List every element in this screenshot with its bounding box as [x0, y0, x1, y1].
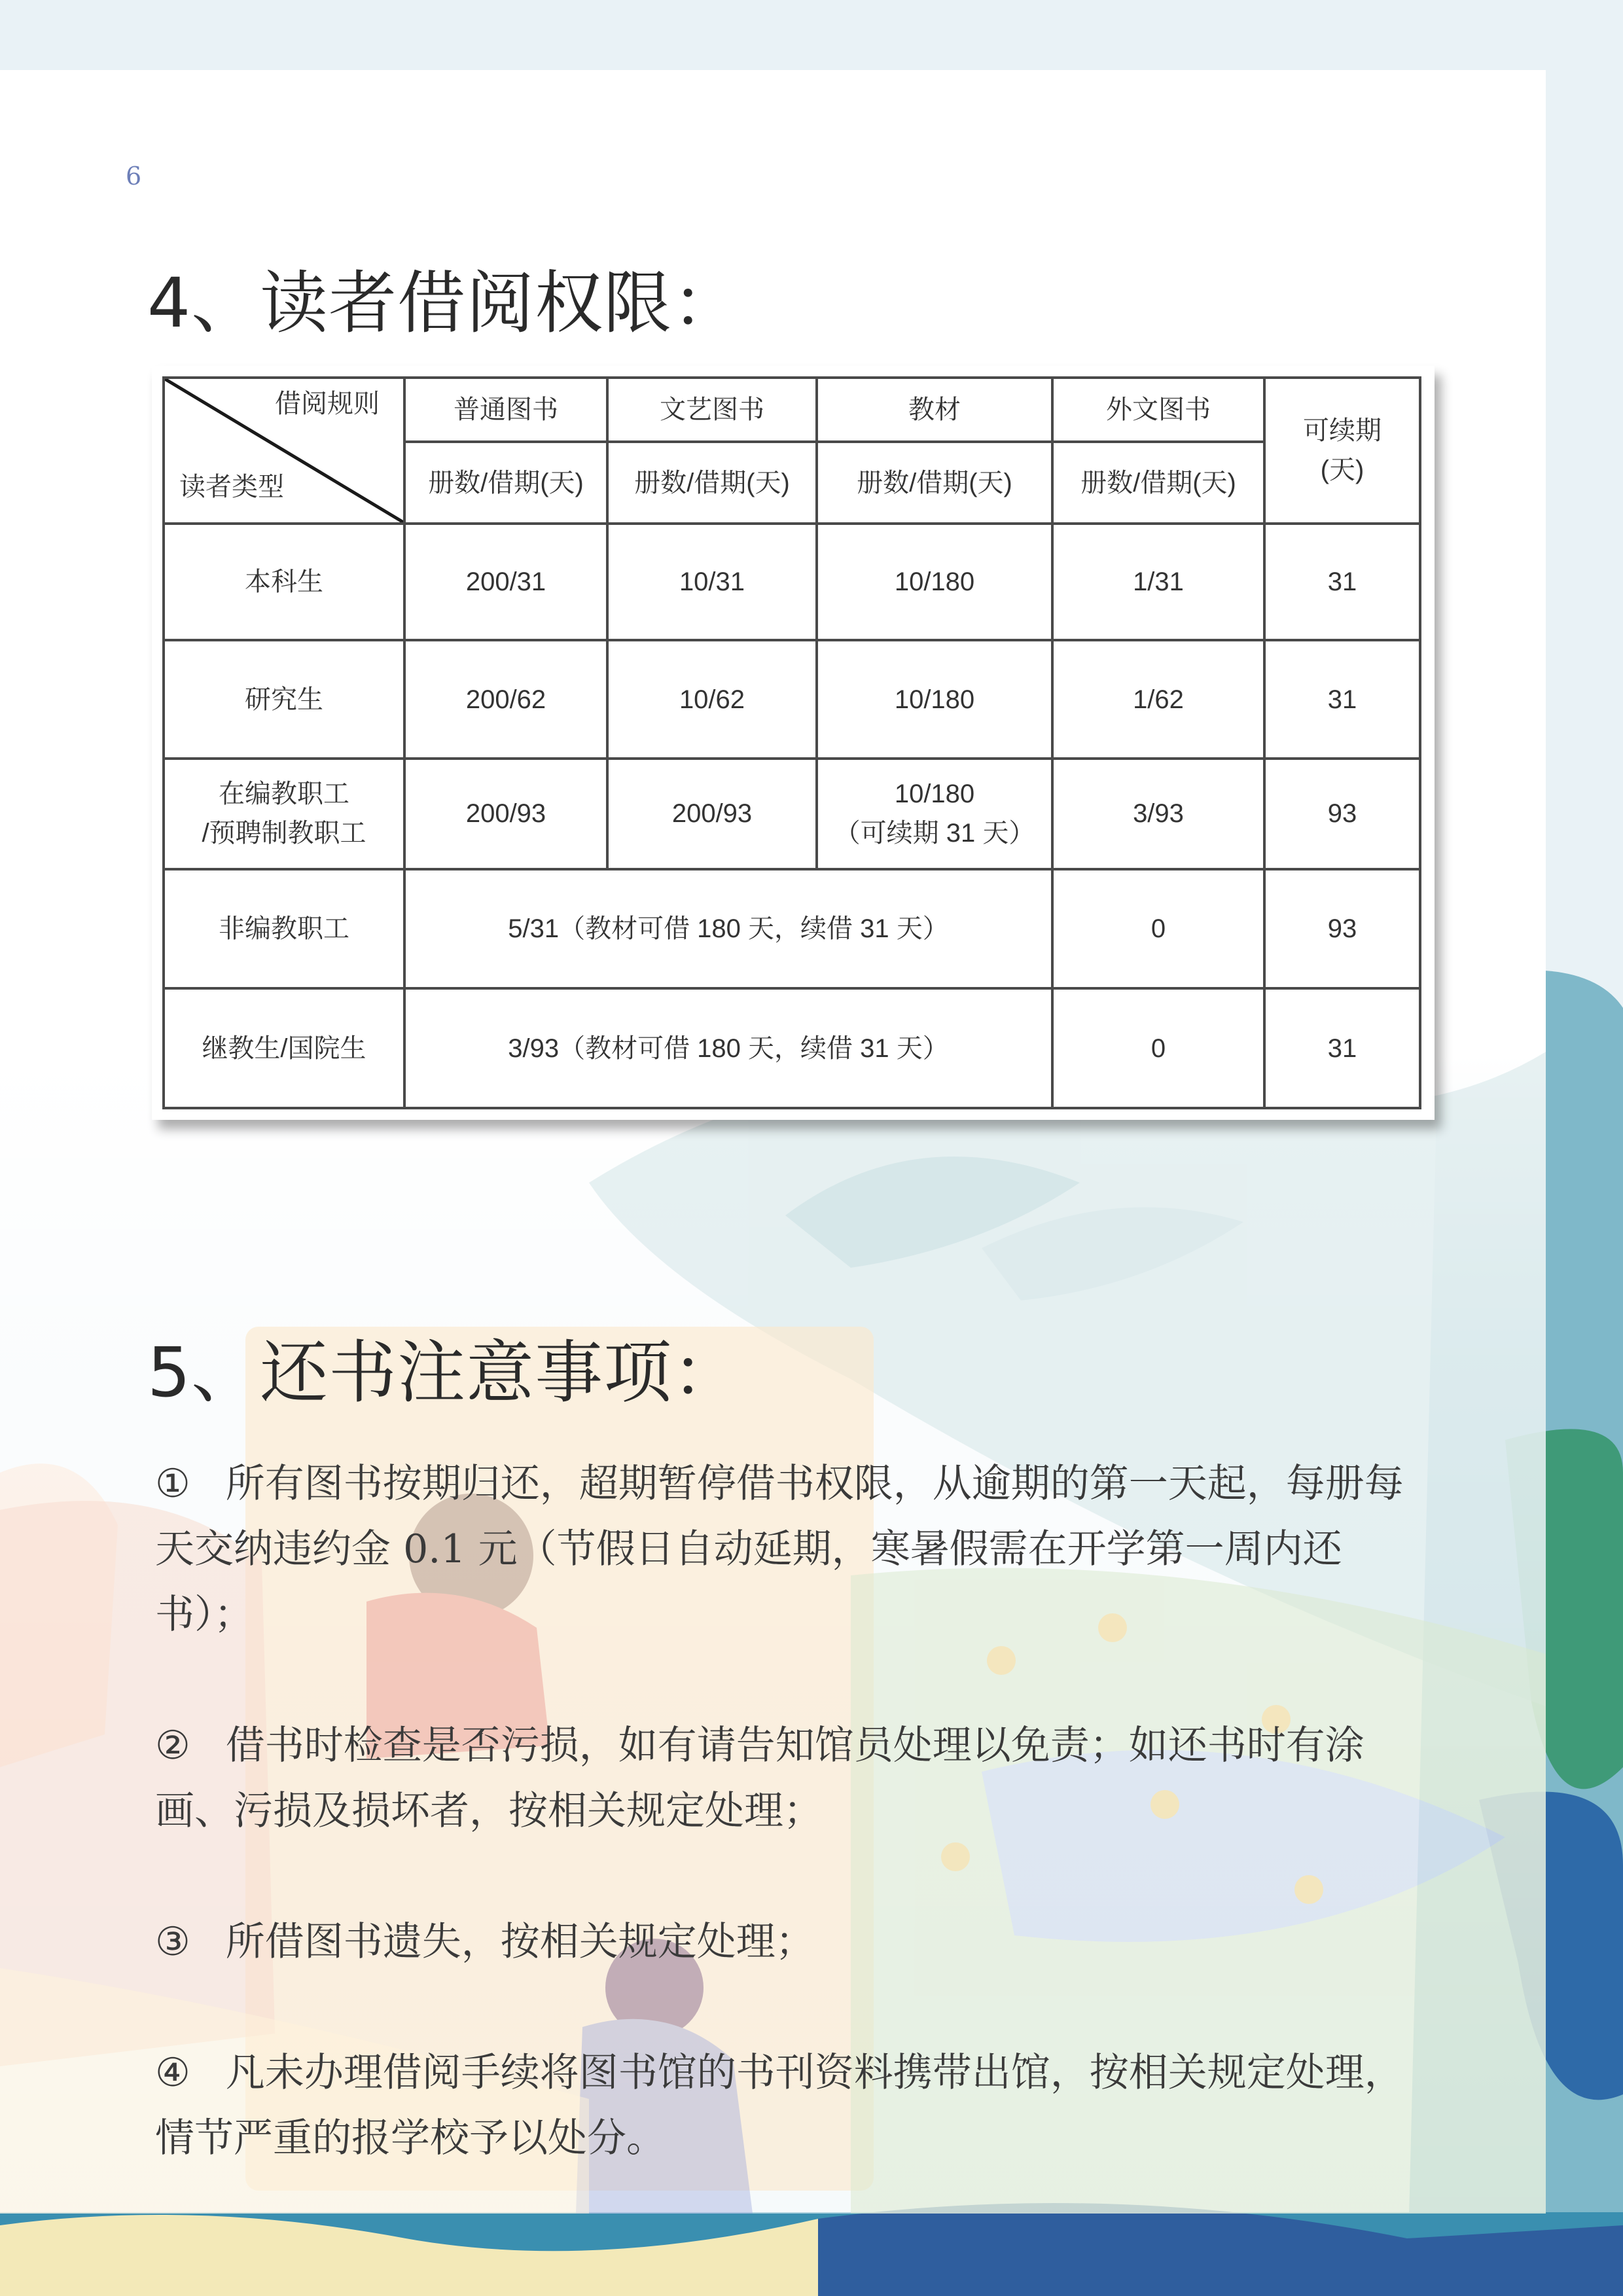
table-row: [164, 640, 1420, 759]
header-category: 教材: [817, 378, 1052, 442]
header-renew-period: [1264, 378, 1420, 524]
merged-cell: 3/93（教材可借 180 天，续借 31 天）: [404, 988, 1052, 1108]
header-renew-line: (天): [1320, 456, 1364, 485]
table-row: [164, 524, 1420, 641]
table-row: [164, 759, 1420, 869]
textbook-line: 10/180: [894, 780, 975, 809]
corner-label-rules: 借阅规则: [275, 389, 380, 418]
table-cell: 0: [1052, 869, 1264, 989]
table-cell: 1/31: [1052, 524, 1264, 641]
reader-type-cell: 继教生/国院生: [164, 988, 404, 1108]
table-cell: 31: [1264, 640, 1420, 759]
reader-type-cell: 本科生: [164, 524, 404, 641]
return-notes-list: [155, 1451, 1425, 2236]
table-cell: 31: [1264, 988, 1420, 1108]
header-unit: 册数/借期(天): [404, 442, 607, 523]
reader-type-cell: 研究生: [164, 640, 404, 759]
table-cell: 200/93: [607, 759, 817, 869]
return-note: [155, 2040, 1425, 2171]
borrowing-rules-table-card: [152, 366, 1435, 1120]
table-cell: 31: [1264, 524, 1420, 641]
table-cell: 200/93: [404, 759, 607, 869]
table-cell: 10/31: [607, 524, 817, 641]
header-category: 普通图书: [404, 378, 607, 442]
header-category: 文艺图书: [607, 378, 817, 442]
header-unit: 册数/借期(天): [607, 442, 817, 523]
header-unit: 册数/借期(天): [817, 442, 1052, 523]
header-renew-line: 可续期: [1303, 416, 1382, 446]
note-text: 所有图书按期归还，超期暂停借书权限，从逾期的第一天起，每册每天交纳违约金 0.1 元（节假日自动延期，寒暑假需在开学第一周内还书）；: [155, 1461, 1404, 1638]
note-number: ④: [155, 2050, 190, 2096]
table-cell: [817, 759, 1052, 869]
table-cell: 93: [1264, 759, 1420, 869]
header-corner-cell: [164, 378, 404, 524]
header-category: 外文图书: [1052, 378, 1264, 442]
borrowing-rules-table: [162, 376, 1421, 1109]
corner-label-reader-type: 读者类型: [179, 472, 284, 501]
table-cell: 10/180: [817, 640, 1052, 759]
note-number: ②: [155, 1723, 190, 1768]
table-cell: 200/62: [404, 640, 607, 759]
return-note: [155, 1909, 1425, 1975]
note-number: ①: [155, 1461, 190, 1507]
table-cell: 93: [1264, 869, 1420, 989]
table-cell: 1/62: [1052, 640, 1264, 759]
section-5-heading: 5、还书注意事项：: [147, 1333, 741, 1412]
table-row: [164, 988, 1420, 1108]
note-text: 借书时检查是否污损，如有请告知馆员处理以免责；如还书时有涂画、污损及损坏者，按相关规定处理；: [155, 1723, 1364, 1834]
table-cell: 200/31: [404, 524, 607, 641]
header-unit: 册数/借期(天): [1052, 442, 1264, 523]
note-text: 凡未办理借阅手续将图书馆的书刊资料携带出馆，按相关规定处理，情节严重的报学校予以处分。: [155, 2050, 1404, 2161]
page-number: 6: [126, 162, 142, 190]
table-cell: 10/62: [607, 640, 817, 759]
textbook-line: （可续期 31 天）: [834, 819, 1035, 848]
section-4-heading: 4、读者借阅权限：: [147, 263, 741, 343]
merged-cell: 5/31（教材可借 180 天，续借 31 天）: [404, 869, 1052, 989]
table-cell: 0: [1052, 988, 1264, 1108]
note-number: ③: [155, 1919, 190, 1965]
table-cell: 3/93: [1052, 759, 1264, 869]
table-row: [164, 869, 1420, 989]
note-text: 所借图书遗失，按相关规定处理；: [225, 1919, 815, 1965]
reader-type-line: 在编教职工: [219, 780, 349, 809]
table-header-row: [164, 378, 1420, 442]
return-note: [155, 1713, 1425, 1844]
reader-type-cell: 非编教职工: [164, 869, 404, 989]
page-sheet: [0, 70, 1546, 2214]
table-cell: 10/180: [817, 524, 1052, 641]
return-note: [155, 1451, 1425, 1647]
reader-type-line: /预聘制教职工: [202, 819, 366, 848]
reader-type-cell: [164, 759, 404, 869]
